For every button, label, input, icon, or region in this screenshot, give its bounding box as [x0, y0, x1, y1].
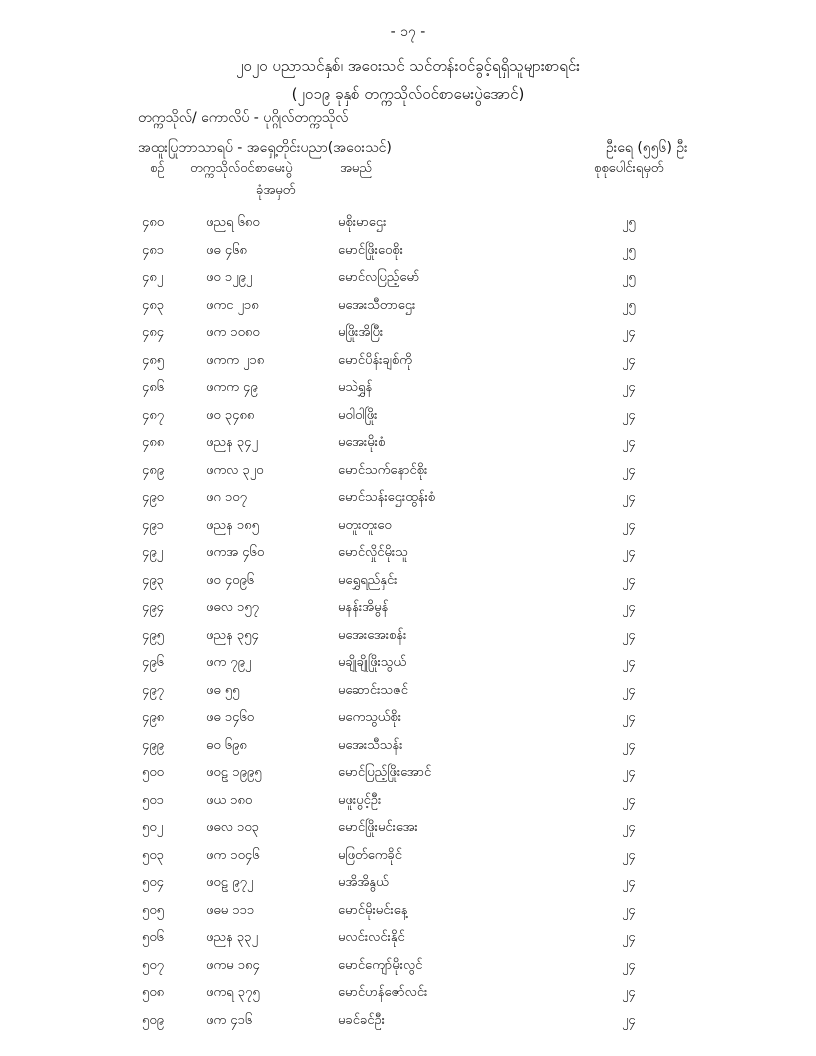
roll-number: ဖဂ ၁၀၇	[206, 490, 247, 505]
table-row	[0, 430, 816, 458]
student-name: မဆောင်းသဇင်	[338, 682, 408, 698]
total-marks: ၂၄	[622, 462, 636, 478]
total-marks: ၂၄	[622, 985, 636, 1000]
total-marks: ၂၅	[622, 270, 636, 285]
student-name: မဝါဝါဖြိုး	[338, 407, 378, 423]
total-marks: ၂၄	[622, 407, 636, 423]
roll-number: ဖညန ၃၅၄	[206, 627, 259, 643]
student-name: မောင်လပြည့်မော်	[338, 270, 420, 285]
total-marks: ၂၄	[622, 847, 636, 863]
table-row	[0, 898, 816, 926]
table-row	[0, 458, 816, 486]
total-marks: ၂၄	[622, 765, 636, 780]
row-number: ၄၉၉	[142, 737, 164, 753]
row-number: ၄၉၃	[142, 572, 164, 588]
student-name: မဖူးပွင့်ဦး	[338, 792, 382, 808]
total-marks: ၂၄	[622, 1012, 636, 1028]
column-header-roll: တက္ကသိုလ်ဝင်စာမေးပွဲ	[190, 161, 293, 176]
university-line: တက္ကသိုလ်/ ကောလိပ် - ပုဂ္ဂိုလ်တက္ကသိုလ်	[138, 110, 349, 126]
table-row	[0, 623, 816, 651]
row-number: ၄၉၆	[142, 655, 164, 670]
table-row	[0, 678, 816, 706]
total-marks: ၂၅	[622, 297, 636, 313]
table-row	[0, 403, 816, 431]
student-name: မဖြတ်ကေခိုင်	[338, 847, 402, 863]
student-name: မအေးမိုးစံ	[338, 435, 386, 450]
student-name: မောင်သက်နောင်စိုး	[338, 462, 428, 478]
total-marks: ၂၄	[622, 820, 636, 835]
row-number: ၄၈၇	[142, 407, 165, 423]
row-number: ၅၀၆	[142, 930, 164, 945]
total-marks: ၂၄	[622, 572, 636, 588]
student-name: မောင်ဟန်ဇော်လင်း	[338, 985, 428, 1000]
student-name: မတူးတူးဝေ	[338, 517, 392, 533]
student-name: မောင်ကျော်မိုးလွင်	[338, 957, 423, 973]
student-name: မောင်သန်းဌေးထွန်းစံ	[338, 490, 436, 505]
roll-number: ဖညန ၃၃၂	[206, 930, 258, 945]
results-list	[0, 210, 816, 1035]
table-row	[0, 513, 816, 541]
column-header-no: စဉ်	[150, 161, 165, 176]
roll-number: ဖကက ၄၉	[206, 380, 258, 395]
roll-number: ဖကအ ၄၆၀	[206, 545, 265, 560]
student-name: မောင်ပြည့်ဖြိုးအောင်	[338, 765, 432, 780]
row-number: ၄၉၀	[142, 490, 164, 505]
student-name: မဖြိုးအိပြီး	[338, 325, 384, 340]
row-number: ၄၈၀	[142, 215, 165, 230]
row-number: ၅၀၂	[142, 820, 164, 835]
total-marks: ၂၅	[622, 242, 636, 258]
total-marks: ၂၄	[622, 655, 636, 670]
table-row	[0, 650, 816, 678]
roll-number: ဖဓလ ၁၅၇	[206, 600, 259, 615]
student-name: မောင်ဖြိုးဝေစိုး	[338, 242, 403, 258]
table-row	[0, 733, 816, 761]
student-name: မကေသွယ်စိုး	[338, 710, 402, 725]
student-name: မောင်လှိုင်မိုးသူ	[338, 545, 408, 560]
total-marks: ၂၄	[622, 710, 636, 725]
row-number: ၄၈၂	[142, 270, 164, 285]
row-number: ၄၈၈	[142, 435, 165, 450]
row-number: ၅၀၄	[142, 875, 164, 890]
student-name: မောင်ပိန်းချစ်ကို	[338, 352, 412, 368]
total-marks: ၂၄	[622, 792, 636, 808]
total-marks: ၂၄	[622, 627, 636, 643]
table-row	[0, 293, 816, 321]
row-number: ၄၈၉	[142, 462, 165, 478]
table-row	[0, 485, 816, 513]
column-header-marks: စုစုပေါင်းရမှတ်	[594, 161, 664, 176]
student-name: မောင်ဖြိုးမင်းအေး	[338, 820, 418, 835]
roll-number: ဖဝ ၃၄၈၈	[206, 407, 255, 423]
table-row	[0, 320, 816, 348]
specialization-line: အထူးပြုဘာသာရပ် - အရှေ့တိုင်းပညာ(အဝေးသင်)	[138, 140, 392, 156]
roll-number: ဖဝဠ ၉၇၂	[206, 875, 254, 890]
total-marks: ၂၄	[622, 490, 636, 505]
total-marks: ၂၄	[622, 875, 636, 890]
roll-number: ဖဝ ၄၀၉၆	[206, 572, 255, 588]
row-number: ၅၀၃	[142, 847, 164, 863]
roll-number: ဖက ၇၉၂	[206, 655, 252, 670]
student-name: မအိအိနွယ်	[338, 875, 389, 890]
row-number: ၄၉၁	[142, 517, 164, 533]
column-header-roll-line2: ခုံအမှတ်	[256, 183, 296, 198]
roll-number: ဖဝဠ ၁၉၉၅	[206, 765, 262, 780]
student-name: မအေးသီတာဌေး	[338, 297, 416, 313]
table-row	[0, 760, 816, 788]
table-row	[0, 265, 816, 293]
roll-number: ဖဓမ ၁၁၁	[206, 902, 255, 918]
roll-number: ဓဝ ၆၉၈	[206, 737, 247, 753]
student-name: မသဲရွှန်	[338, 380, 373, 395]
row-number: ၅၀၀	[142, 765, 164, 780]
total-marks: ၂၄	[622, 930, 636, 945]
table-row	[0, 843, 816, 871]
total-marks: ၂၅	[622, 215, 636, 230]
document-subtitle: (၂၀၁၉ ခုနှစ် တက္ကသိုလ်ဝင်စာမေးပွဲအောင်)	[291, 85, 525, 103]
student-name: မချိုချိုဖြိုးသွယ်	[338, 655, 406, 670]
table-row	[0, 705, 816, 733]
student-name: မနန်းအိမွန်	[338, 600, 389, 615]
total-marks: ၂၄	[622, 380, 636, 395]
table-row	[0, 953, 816, 981]
table-row	[0, 925, 816, 953]
total-marks: ၂၄	[622, 737, 636, 753]
roll-number: ဖကင ၂၁၈	[206, 297, 259, 313]
row-number: ၅၀၉	[142, 1012, 164, 1028]
roll-number: ဖညန ၁၈၅	[206, 517, 259, 533]
row-number: ၄၈၃	[142, 297, 165, 313]
roll-number: ဖကလ ၃၂၀	[206, 462, 264, 478]
roll-number: ဖညန ၃၄၂	[206, 435, 258, 450]
row-number: ၄၉၄	[142, 600, 164, 615]
row-number: ၄၈၆	[142, 380, 165, 395]
total-marks: ၂၄	[622, 352, 636, 368]
roll-number: ဖကမ ၁၈၄	[206, 957, 260, 973]
row-number: ၄၈၁	[142, 242, 165, 258]
student-name: မရွှေရည်နှင်း	[338, 572, 398, 588]
row-number: ၄၉၇	[142, 682, 164, 698]
table-row	[0, 870, 816, 898]
roll-number: ဖယ ၁၈၀	[206, 792, 253, 808]
roll-number: ဖက ၁၀၄၆	[206, 847, 260, 863]
row-number: ၅၀၁	[142, 792, 164, 808]
page-number: - ၁၇ -	[390, 24, 426, 40]
row-number: ၅၀၅	[142, 902, 164, 918]
row-number: ၄၉၅	[142, 627, 164, 643]
roll-number: ဖဝ ၁၂၉၂	[206, 270, 253, 285]
student-count: ဦးရေ (၅၅၆) ဦး	[606, 140, 688, 156]
roll-number: ဖက ၄၁၆	[206, 1012, 253, 1028]
table-row	[0, 980, 816, 1008]
table-row	[0, 238, 816, 266]
roll-number: ဖဓ ၄၆၈	[206, 242, 247, 258]
roll-number: ဖညရ ၆၈၀	[206, 215, 260, 230]
student-name: မလင်းလင်းနိုင်	[338, 930, 405, 945]
row-number: ၄၈၅	[142, 352, 165, 368]
total-marks: ၂၄	[622, 902, 636, 918]
roll-number: ဖဓ ၅၅	[206, 682, 240, 698]
total-marks: ၂၄	[622, 325, 636, 340]
total-marks: ၂၄	[622, 957, 636, 973]
total-marks: ၂၄	[622, 682, 636, 698]
student-name: မအေးအေးစန်း	[338, 627, 407, 643]
row-number: ၄၉၂	[142, 545, 164, 560]
table-row	[0, 788, 816, 816]
table-row	[0, 595, 816, 623]
row-number: ၄၈၄	[142, 325, 165, 340]
student-name: မောင်မိုးမင်းနေ့	[338, 902, 408, 918]
row-number: ၅၀၇	[142, 957, 164, 973]
student-name: မစိုးမာဌေး	[338, 215, 387, 230]
row-number: ၄၉၈	[142, 710, 165, 725]
table-row	[0, 375, 816, 403]
roll-number: ဖကက ၂၁၈	[206, 352, 265, 368]
table-row	[0, 568, 816, 596]
table-row	[0, 210, 816, 238]
total-marks: ၂၄	[622, 517, 636, 533]
table-row	[0, 815, 816, 843]
roll-number: ဖကရ ၃၇၅	[206, 985, 260, 1000]
document-title: ၂၀၂၀ ပညာသင်နှစ်၊ အဝေးသင် သင်တန်းဝင်ခွင့်ရရှိသူများစာရင်း	[236, 57, 580, 75]
total-marks: ၂၄	[622, 545, 636, 560]
roll-number: ဖဓလ ၁၀၃	[206, 820, 259, 835]
row-number: ၅၀၈	[142, 985, 165, 1000]
student-name: မခင်ခင်ဦး	[338, 1012, 385, 1028]
student-name: မအေးသီသန်း	[338, 737, 403, 753]
column-header-name: အမည်	[340, 161, 372, 176]
table-row	[0, 348, 816, 376]
table-row	[0, 1008, 816, 1036]
roll-number: ဖဓ ၁၄၆၀	[206, 710, 255, 725]
total-marks: ၂၄	[622, 600, 636, 615]
total-marks: ၂၄	[622, 435, 636, 450]
roll-number: ဖက ၁၀၈၀	[206, 325, 260, 340]
table-row	[0, 540, 816, 568]
